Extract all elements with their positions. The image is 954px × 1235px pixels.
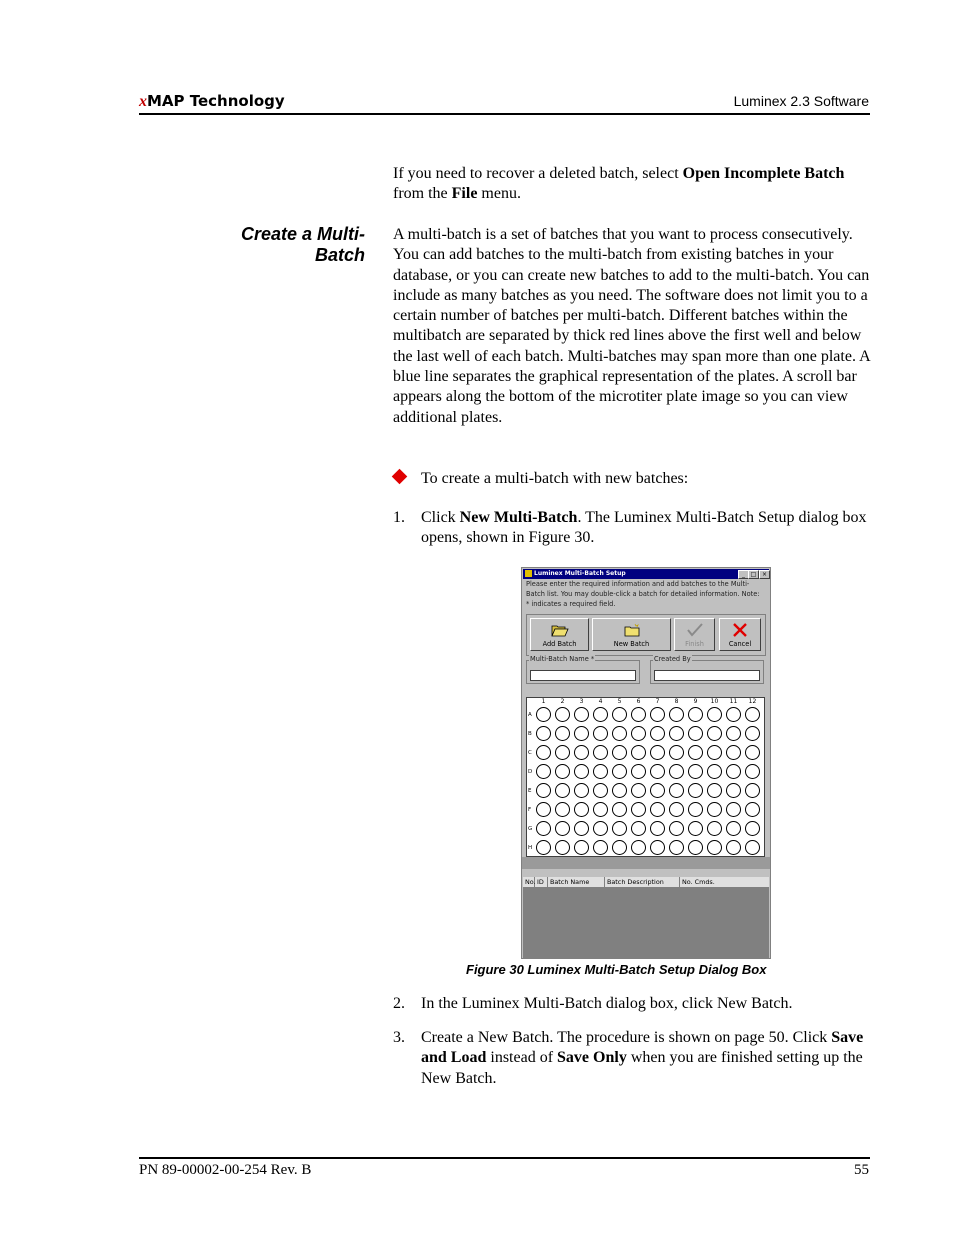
add-batch-button[interactable] xyxy=(530,618,589,651)
batch-list[interactable] xyxy=(523,888,769,958)
add-batch-label: Add Batch xyxy=(542,640,577,648)
plate-well[interactable] xyxy=(574,764,589,779)
open-incomplete-batch-term: Open Incomplete Batch xyxy=(682,165,845,182)
plate-well[interactable] xyxy=(688,840,703,855)
plate-well[interactable] xyxy=(593,802,608,817)
col-batch-description[interactable]: Batch Description xyxy=(605,877,680,887)
plate-row-label: D xyxy=(528,769,533,775)
plate-well[interactable] xyxy=(745,745,760,760)
red-diamond-icon xyxy=(392,469,408,485)
plate-well[interactable] xyxy=(536,745,551,760)
plate-well[interactable] xyxy=(631,726,646,741)
plate-well[interactable] xyxy=(574,707,589,722)
file-menu-term: File xyxy=(451,185,478,203)
plate-column-label: 5 xyxy=(617,698,622,705)
created-by-input[interactable] xyxy=(654,670,760,681)
running-header-brand xyxy=(139,92,285,111)
plate-well[interactable] xyxy=(726,764,741,779)
multi-batch-name-input[interactable] xyxy=(530,670,636,681)
plate-well[interactable] xyxy=(555,707,570,722)
plate-well[interactable] xyxy=(612,707,627,722)
col-id[interactable]: ID xyxy=(535,877,548,887)
plate-well[interactable] xyxy=(593,783,608,798)
new-multi-batch-term: New Multi-Batch xyxy=(459,509,578,526)
plate-well[interactable] xyxy=(707,783,722,798)
plate-row-label: G xyxy=(528,826,533,832)
plate-well[interactable] xyxy=(650,745,665,760)
multi-batch-name-group xyxy=(526,655,640,684)
checkmark-icon xyxy=(687,623,703,637)
plate-well[interactable] xyxy=(707,821,722,836)
plate-well[interactable] xyxy=(574,802,589,817)
close-button[interactable]: × xyxy=(759,570,770,579)
plate-well[interactable] xyxy=(574,840,589,855)
plate-well[interactable] xyxy=(555,783,570,798)
col-no[interactable]: No. xyxy=(525,878,536,886)
col-num-cmds[interactable]: No. Cmds. xyxy=(682,878,715,886)
step-1-post: . The Luminex Multi-Batch Setup dialog box opens, shown in Figure 30. xyxy=(421,509,867,547)
cancel-label: Cancel xyxy=(728,640,752,648)
plate-well[interactable] xyxy=(650,802,665,817)
plate-well[interactable] xyxy=(593,726,608,741)
plate-well[interactable] xyxy=(707,745,722,760)
minimize-button[interactable]: _ xyxy=(738,570,749,579)
plate-well[interactable] xyxy=(536,707,551,722)
section-heading-line1: Create a Multi- xyxy=(240,224,365,244)
step-3-post: when you are finished setting up the New Batch. xyxy=(421,1049,863,1087)
step-1-pre: Click xyxy=(421,509,460,526)
plate-well[interactable] xyxy=(707,726,722,741)
red-x-icon xyxy=(732,623,748,637)
plate-well[interactable] xyxy=(612,745,627,760)
plate-well[interactable] xyxy=(745,821,760,836)
multi-batch-paragraph: A multi-batch is a set of batches that you want to process consecutively. You can add batches to the multi-batch from existing batches in your database, or you can create new batches to add to the multi-batch. You can include as many batches as you need. The software does not limit you to a certain number of batches per multi-batch. Different batches within the multibatch are separated by thick red lines above the first well and below the last well of each batch. Multi-batches may span more than one plate. A blue line separates the graphical representation of the plates. A scroll bar appears along the bottom of the microtiter plate image so you can view additional plates. xyxy=(393,226,870,426)
plate-well[interactable] xyxy=(688,726,703,741)
plate-well[interactable] xyxy=(574,726,589,741)
multi-batch-setup-dialog xyxy=(521,567,771,959)
plate-well[interactable] xyxy=(536,840,551,855)
plate-well[interactable] xyxy=(574,745,589,760)
plate-column-label: 4 xyxy=(598,698,603,705)
plate-column-label: 7 xyxy=(655,698,660,705)
plate-well[interactable] xyxy=(631,802,646,817)
recover-text-post: menu. xyxy=(477,185,521,203)
plate-well[interactable] xyxy=(612,726,627,741)
plate-well[interactable] xyxy=(726,802,741,817)
section-heading-line2: Batch xyxy=(314,245,365,265)
plate-well[interactable] xyxy=(650,821,665,836)
plate-well[interactable] xyxy=(745,707,760,722)
running-header-product: Luminex 2.3 Software xyxy=(733,93,869,109)
plate-well[interactable] xyxy=(707,840,722,855)
plate-well[interactable] xyxy=(536,726,551,741)
plate-well[interactable] xyxy=(745,840,760,855)
recover-text-pre: If you need to recover a deleted batch, select xyxy=(393,165,683,182)
section-heading xyxy=(200,224,365,266)
plate-well[interactable] xyxy=(726,745,741,760)
plate-column-label: 1 xyxy=(541,698,546,705)
plate-well[interactable] xyxy=(726,821,741,836)
plate-well[interactable] xyxy=(726,707,741,722)
plate-column-label: 3 xyxy=(579,698,584,705)
plate-well[interactable] xyxy=(669,783,684,798)
plate-well[interactable] xyxy=(669,840,684,855)
plate-column-label: 2 xyxy=(560,698,565,705)
plate-column-label: 8 xyxy=(674,698,679,705)
plate-column-label: 6 xyxy=(636,698,641,705)
step-1-text xyxy=(421,508,871,549)
dialog-toolbar xyxy=(526,614,766,656)
plate-well[interactable] xyxy=(536,783,551,798)
plate-row-label: A xyxy=(528,712,532,718)
plate-well[interactable] xyxy=(745,783,760,798)
plate-well[interactable] xyxy=(669,821,684,836)
plate-well[interactable] xyxy=(669,802,684,817)
plate-well[interactable] xyxy=(555,745,570,760)
step-2-number: 2. xyxy=(393,995,405,1012)
brand-x: x xyxy=(139,93,147,110)
plate-well[interactable] xyxy=(688,745,703,760)
step-3-mid: instead of xyxy=(486,1049,558,1067)
recover-paragraph xyxy=(393,164,871,205)
step-3-number: 3. xyxy=(393,1029,405,1046)
cancel-button[interactable] xyxy=(719,618,761,651)
plate-well[interactable] xyxy=(612,764,627,779)
plate-well[interactable] xyxy=(669,745,684,760)
plate-well[interactable] xyxy=(726,783,741,798)
step-1-number: 1. xyxy=(393,509,405,526)
dialog-title: Luminex Multi-Batch Setup xyxy=(534,570,626,577)
plate-well[interactable] xyxy=(593,821,608,836)
plate-well[interactable] xyxy=(688,707,703,722)
plate-well[interactable] xyxy=(707,764,722,779)
finish-label: Finish xyxy=(685,640,704,648)
plate-well[interactable] xyxy=(707,802,722,817)
plate-well[interactable] xyxy=(574,821,589,836)
finish-button[interactable] xyxy=(674,618,715,651)
batch-list-header xyxy=(523,877,769,888)
plate-well[interactable] xyxy=(726,840,741,855)
plate-well[interactable] xyxy=(536,821,551,836)
plate-well[interactable] xyxy=(650,707,665,722)
procedure-intro: To create a multi-batch with new batches: xyxy=(421,470,689,487)
plate-well[interactable] xyxy=(745,802,760,817)
plate-column-label: 9 xyxy=(693,698,698,705)
plate-well[interactable] xyxy=(631,764,646,779)
recover-text-mid: from the xyxy=(393,185,452,203)
header-rule xyxy=(139,113,870,115)
footer-rule xyxy=(139,1157,870,1159)
dialog-titlebar xyxy=(523,569,769,579)
plate-well[interactable] xyxy=(650,783,665,798)
plate-well[interactable] xyxy=(669,764,684,779)
plate-well[interactable] xyxy=(593,745,608,760)
plate-well[interactable] xyxy=(593,707,608,722)
plate-well[interactable] xyxy=(612,821,627,836)
plate-well[interactable] xyxy=(650,764,665,779)
page-number: 55 xyxy=(854,1162,869,1178)
step-2-text: In the Luminex Multi-Batch dialog box, click New Batch. xyxy=(421,995,793,1012)
new-batch-label: New Batch xyxy=(613,640,650,648)
new-folder-icon xyxy=(623,623,641,637)
plate-well[interactable] xyxy=(555,821,570,836)
plate-well[interactable] xyxy=(669,726,684,741)
new-batch-button[interactable] xyxy=(592,618,671,651)
plate-well[interactable] xyxy=(555,802,570,817)
created-by-label: Created By xyxy=(654,655,691,663)
plate-well[interactable] xyxy=(688,802,703,817)
step-3-text xyxy=(421,1028,871,1089)
plate-well[interactable] xyxy=(612,802,627,817)
plate-well[interactable] xyxy=(631,821,646,836)
figure-caption: Figure 30 Luminex Multi-Batch Setup Dialog Box xyxy=(466,962,767,977)
plate-well[interactable] xyxy=(631,783,646,798)
plate-well[interactable] xyxy=(593,840,608,855)
plate-row-label: H xyxy=(528,845,533,851)
plate-well[interactable] xyxy=(650,726,665,741)
plate-well[interactable] xyxy=(612,840,627,855)
plate-row-label: B xyxy=(528,731,532,737)
plate-well[interactable] xyxy=(688,783,703,798)
plate-row-label: E xyxy=(528,788,532,794)
plate-well[interactable] xyxy=(726,726,741,741)
plate-well[interactable] xyxy=(688,764,703,779)
created-by-group xyxy=(650,655,764,684)
brand-name: MAP Technology xyxy=(147,92,285,110)
plate-row-label: C xyxy=(528,750,532,756)
plate-well[interactable] xyxy=(612,783,627,798)
plate-well[interactable] xyxy=(555,840,570,855)
plate-well[interactable] xyxy=(631,707,646,722)
plate-well[interactable] xyxy=(574,783,589,798)
step-3-pre: Create a New Batch. The procedure is shown on page 50. Click xyxy=(421,1029,832,1046)
plate-well[interactable] xyxy=(555,764,570,779)
plate-well[interactable] xyxy=(688,821,703,836)
plate-well[interactable] xyxy=(555,726,570,741)
plate-scroll-area xyxy=(522,857,770,869)
microtiter-plate xyxy=(526,697,765,857)
plate-well[interactable] xyxy=(631,745,646,760)
plate-column-label: 12 xyxy=(748,698,757,705)
col-batch-name[interactable]: Batch Name xyxy=(548,877,605,887)
app-icon xyxy=(525,570,532,577)
plate-well[interactable] xyxy=(745,764,760,779)
open-folder-icon xyxy=(551,623,569,637)
save-and-load-term: Save and Load xyxy=(421,1029,864,1067)
plate-well[interactable] xyxy=(536,764,551,779)
plate-row-label: F xyxy=(528,807,532,813)
plate-well[interactable] xyxy=(536,802,551,817)
maximize-button[interactable]: □ xyxy=(748,570,759,579)
plate-well[interactable] xyxy=(745,726,760,741)
plate-well[interactable] xyxy=(707,707,722,722)
plate-well[interactable] xyxy=(650,840,665,855)
plate-column-label: 10 xyxy=(710,698,719,705)
plate-well[interactable] xyxy=(631,840,646,855)
plate-column-label: 11 xyxy=(729,698,738,705)
plate-well[interactable] xyxy=(593,764,608,779)
part-number: PN 89-00002-00-254 Rev. B xyxy=(139,1162,312,1178)
dialog-instructions: Please enter the required information and add batches to the Multi-Batch list. You may double-click a batch for detailed information. Note: * indicates a required field. xyxy=(526,580,760,609)
save-only-term: Save Only xyxy=(557,1049,627,1067)
multi-batch-name-label: Multi-Batch Name * xyxy=(530,655,595,663)
plate-well[interactable] xyxy=(669,707,684,722)
